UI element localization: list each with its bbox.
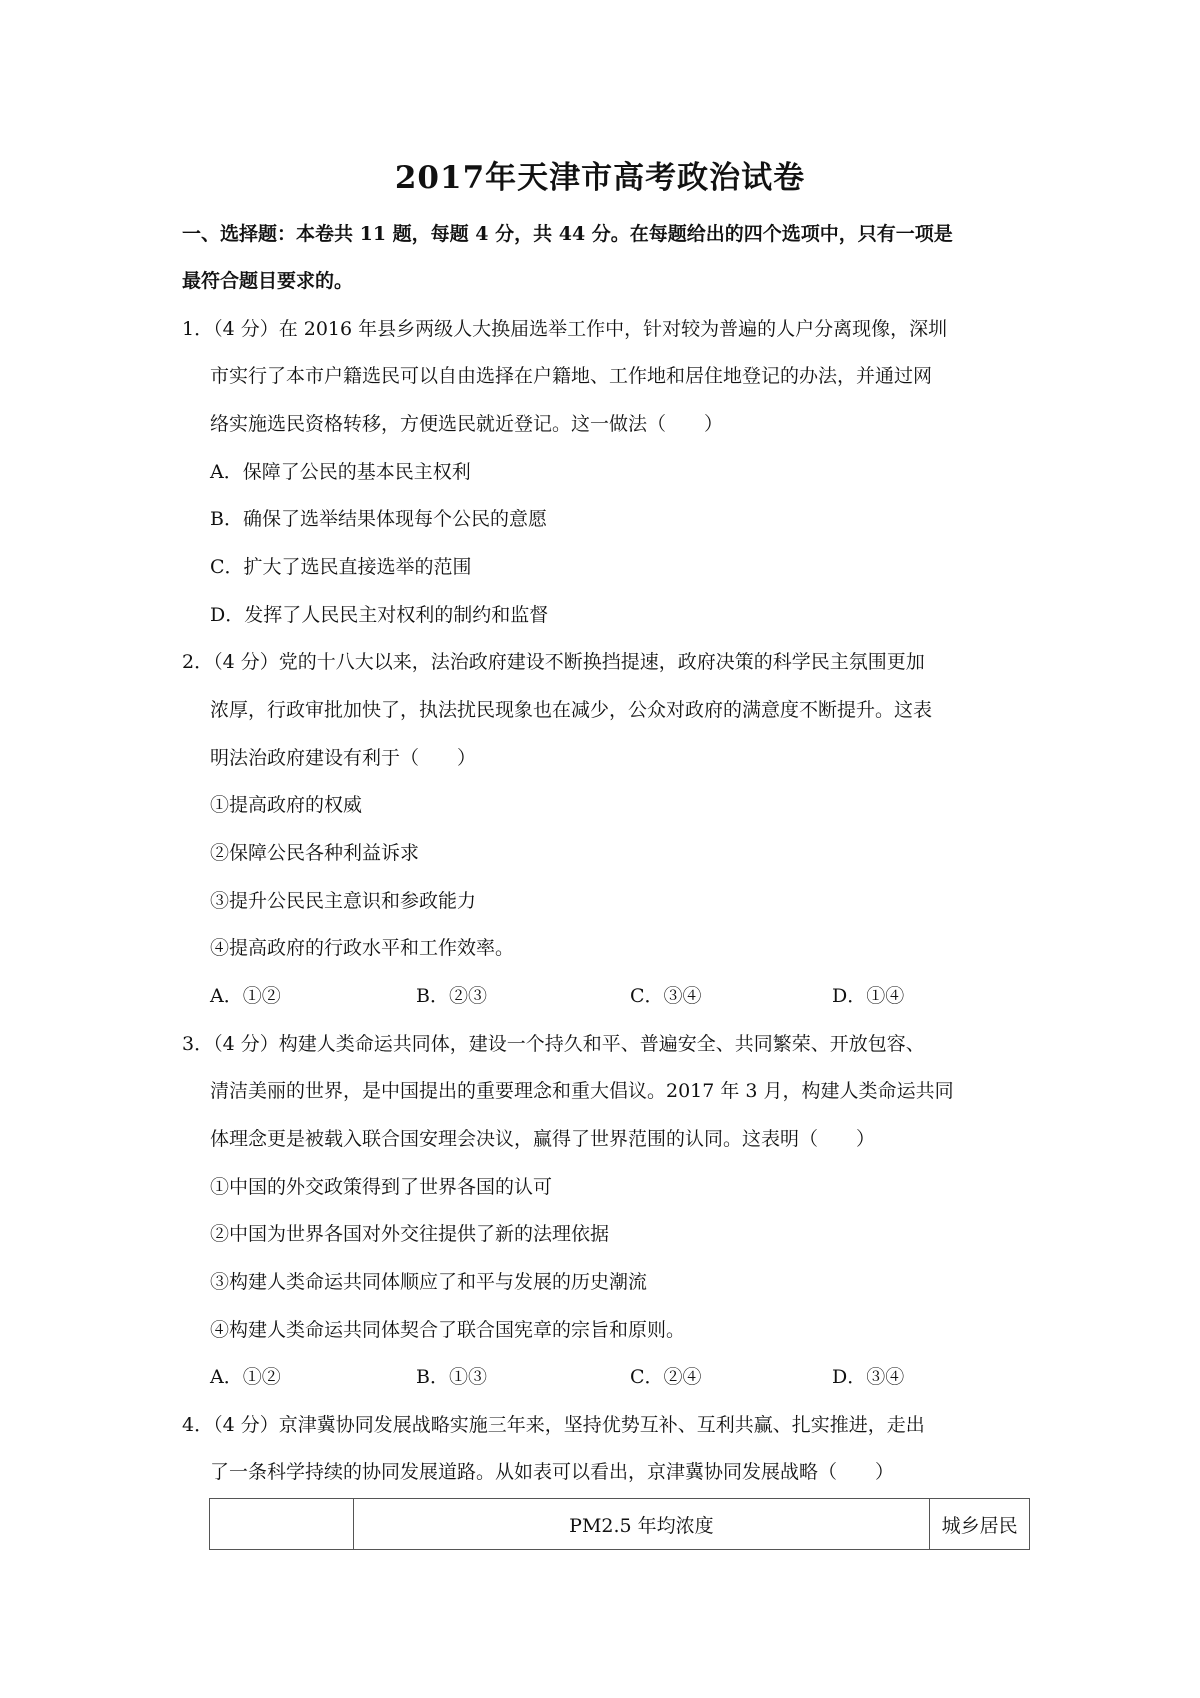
question-1-stem-line-1: 1．（4 分）在 2016 年县乡两级人大换届选举工作中，针对较为普遍的人户分离现像，深圳 <box>182 318 948 340</box>
question-2-stem-line-2: 浓厚，行政审批加快了，执法扰民现象也在减少，公众对政府的满意度不断提升。这表 <box>210 699 933 721</box>
question-1-option-d: D．发挥了人民民主对权利的制约和监督 <box>210 604 549 626</box>
question-1-stem-line-2: 市实行了本市户籍选民可以自由选择在户籍地、工作地和居住地登记的办法，并通过网 <box>210 365 933 387</box>
question-3-statement-3: ③构建人类命运共同体顺应了和平与发展的历史潮流 <box>210 1271 648 1293</box>
table-cell-blank <box>210 1499 354 1550</box>
question-2-statement-3: ③提升公民民主意识和参政能力 <box>210 890 477 912</box>
section-heading-line-2: 最符合题目要求的。 <box>182 270 354 292</box>
question-3-option-d: D．③④ <box>832 1366 905 1388</box>
question-3-option-a: A．①② <box>210 1366 281 1388</box>
question-2-statement-1: ①提高政府的权威 <box>210 794 363 816</box>
page-title: 2017年天津市高考政治试卷 <box>394 160 806 196</box>
question-2-stem-line-1: 2．（4 分）党的十八大以来，法治政府建设不断换挡提速，政府决策的科学民主氛围更加 <box>182 651 925 673</box>
question-3-statement-2: ②中国为世界各国对外交往提供了新的法理依据 <box>210 1223 610 1245</box>
question-2-statement-4: ④提高政府的行政水平和工作效率。 <box>210 937 515 959</box>
question-1-option-a: A．保障了公民的基本民主权利 <box>210 461 471 483</box>
question-2-option-d: D．①④ <box>832 985 905 1007</box>
section-heading-line-1: 一、选择题：本卷共 11 题，每题 4 分，共 44 分。在每题给出的四个选项中，只有一项是 <box>182 223 953 245</box>
question-3-statement-4: ④构建人类命运共同体契合了联合国宪章的宗旨和原则。 <box>210 1319 686 1341</box>
question-4-table <box>209 1498 1030 1550</box>
question-2-stem-line-3: 明法治政府建设有利于（ ） <box>210 747 477 769</box>
question-4-stem-line-2: 了一条科学持续的协同发展道路。从如表可以看出，京津冀协同发展战略（ ） <box>210 1461 895 1483</box>
question-2-option-a: A．①② <box>210 985 281 1007</box>
table-cell-pm25: PM2.5 年均浓度 <box>353 1499 930 1550</box>
table-row <box>210 1499 1030 1550</box>
question-3-stem-line-3: 体理念更是被载入联合国安理会决议，赢得了世界范围的认同。这表明（ ） <box>210 1128 876 1150</box>
question-4-stem-line-1: 4．（4 分）京津冀协同发展战略实施三年来，坚持优势互补、互利共赢、扎实推进，走出 <box>182 1414 925 1436</box>
table-cell-residents: 城乡居民 <box>930 1499 1030 1550</box>
question-3-option-c: C．②④ <box>630 1366 702 1388</box>
question-3-stem-line-2: 清洁美丽的世界，是中国提出的重要理念和重大倡议。2017 年 3 月，构建人类命运共同 <box>210 1080 954 1102</box>
question-1-option-b: B．确保了选举结果体现每个公民的意愿 <box>210 508 547 530</box>
question-3-stem-line-1: 3．（4 分）构建人类命运共同体，建设一个持久和平、普遍安全、共同繁荣、开放包容、 <box>182 1033 925 1055</box>
question-3-statement-1: ①中国的外交政策得到了世界各国的认可 <box>210 1176 553 1198</box>
question-2-option-c: C．③④ <box>630 985 702 1007</box>
question-2-statement-2: ②保障公民各种利益诉求 <box>210 842 420 864</box>
question-3-option-b: B．①③ <box>416 1366 487 1388</box>
question-1-stem-line-3: 络实施选民资格转移，方便选民就近登记。这一做法（ ） <box>210 413 724 435</box>
question-2-option-b: B．②③ <box>416 985 487 1007</box>
question-1-option-c: C．扩大了选民直接选举的范围 <box>210 556 472 578</box>
